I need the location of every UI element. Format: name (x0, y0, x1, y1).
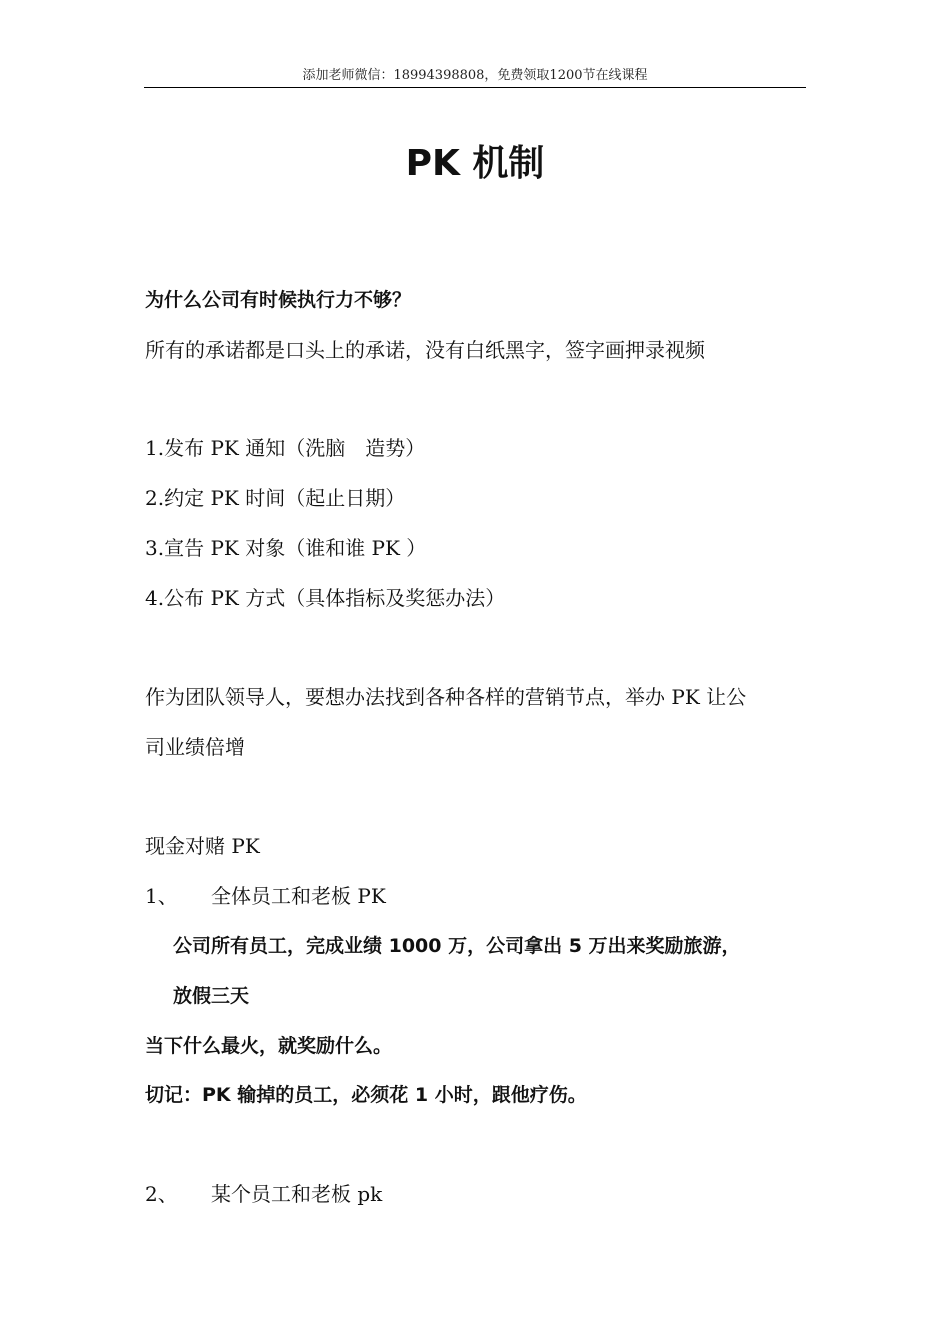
step-2: 2.约定 PK 时间（起止日期） (145, 486, 406, 510)
reminder-note: 切记：PK 输掉的员工，必须花 1 小时，跟他疗伤。 (145, 1084, 587, 1106)
leader-paragraph-line-1: 作为团队领导人，要想办法找到各种各样的营销节点，举办 PK 让公 (145, 685, 747, 709)
reward-note: 当下什么最火，就奖励什么。 (145, 1035, 393, 1057)
item-text: 全体员工和老板 PK (211, 884, 386, 908)
item-number: 1、 (145, 884, 178, 908)
cash-pk-heading: 现金对赌 PK (145, 834, 260, 858)
leader-paragraph-line-2: 司业绩倍增 (145, 735, 245, 759)
step-3: 3.宣告 PK 对象（谁和谁 PK ） (145, 536, 427, 560)
step-1: 1.发布 PK 通知（洗脑 造势） (145, 436, 426, 460)
page-title: PK 机制 (405, 143, 545, 184)
cash-pk-item-2 (145, 1179, 382, 1209)
item-number: 2、 (145, 1182, 178, 1206)
page-header: 添加老师微信：18994398808，免费领取1200节在线课程 (302, 68, 648, 83)
intro-answer: 所有的承诺都是口头上的承诺，没有白纸黑字，签字画押录视频 (145, 338, 705, 362)
item-1-detail-line-2: 放假三天 (173, 985, 250, 1007)
intro-question: 为什么公司有时候执行力不够？ (145, 289, 412, 311)
item-text: 某个员工和老板 pk (211, 1182, 383, 1206)
step-4: 4.公布 PK 方式（具体指标及奖惩办法） (145, 586, 506, 610)
cash-pk-item-1 (145, 881, 386, 911)
header-divider (144, 87, 806, 88)
item-1-detail-line-1: 公司所有员工，完成业绩 1000 万，公司拿出 5 万出来奖励旅游， (173, 935, 741, 957)
